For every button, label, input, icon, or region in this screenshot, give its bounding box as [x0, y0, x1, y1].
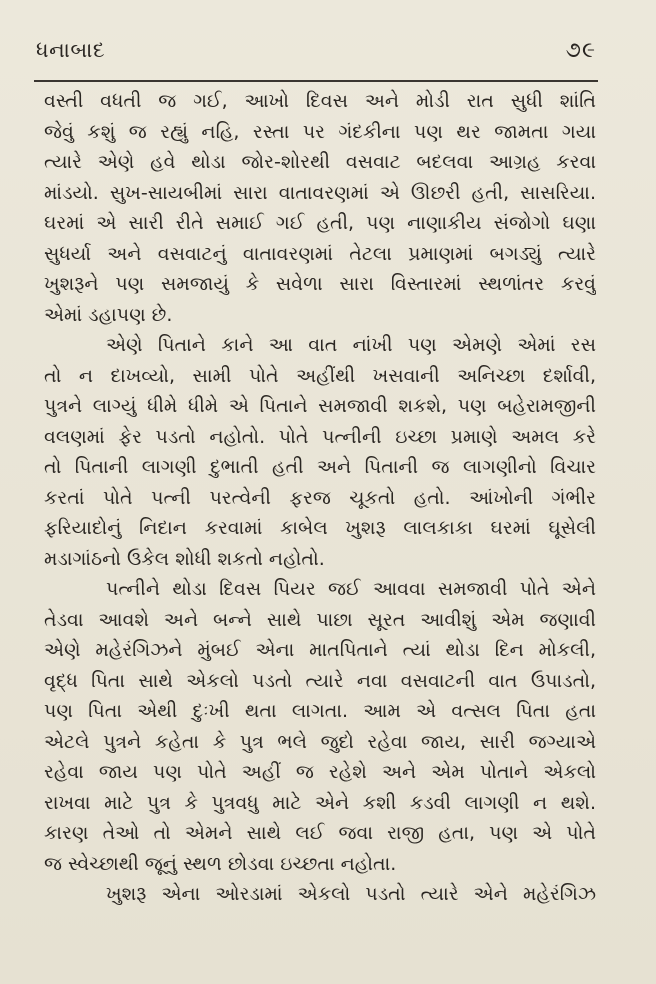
text-line: ખુશરૂને પણ સમજાયું કે સવેળા સારા વિસ્તારમાં સ્થળાંતર કરવું [44, 273, 596, 295]
text-line: એમાં ડહાપણ છે. [44, 303, 173, 326]
text-line: વલણમાં ફેર પડતો નહોતો. પોતે પત્નીની ઇચ્છા પ્રમાણે અમલ કરે [44, 425, 596, 448]
text-line: કરતાં પોતે પત્ની પરત્વેની ફરજ ચૂકતો હતો. આંખોની ગંભીર [44, 486, 596, 509]
text-line: જેવું કશું જ રહ્યું નહિ, રસ્તા પર ગંદકીના પણ થર જામતા ગયા [44, 120, 596, 143]
page-header [36, 38, 596, 63]
text-line: જ સ્વેચ્છાથી જૂનું સ્થળ છોડવા ઇચ્છતા નહોતા. [44, 852, 397, 875]
running-head: ધનાબાદ [36, 38, 106, 62]
paragraph [44, 574, 596, 879]
text-line: ઘરમાં એ સારી રીતે સમાઈ ગઈ હતી, પણ નાણાકીય સંજોગો ઘણા [44, 212, 596, 234]
text-line: વસ્તી વધતી જ ગઈ, આખો દિવસ અને મોડી રાત સુધી શાંતિ [44, 90, 596, 112]
text-line: ખુશરૂ એના ઓરડામાં એકલો પડતો ત્યારે એને મહેરંગિઝ [106, 883, 596, 905]
text-line: તેડવા આવશે અને બન્ને સાથે પાછા સૂરત આવીશું એમ જણાવી [44, 608, 596, 631]
text-line: એટલે પુત્રને કહેતા કે પુત્ર ભલે જુદો રહેવા જાય, સારી જગ્યાએ [44, 730, 596, 753]
paragraph [44, 879, 596, 910]
text-line: માંડયો. સુખ-સાયબીમાં સારા વાતાવરણમાં એ ઊછરી હતી, સાસરિયા. [44, 181, 596, 204]
page-number: ૭૯ [565, 38, 596, 63]
text-line: પુત્રને લાગ્યું ધીમે ધીમે એ પિતાને સમજાવી શકશે, પણ બહેરામજીની [44, 395, 596, 417]
text-line: કારણ તેઓ તો એમને સાથે લઈ જવા રાજી હતા, પણ એ પોતે [44, 822, 596, 844]
text-line: ત્યારે એણે હવે થોડા જોર-શોરથી વસવાટ બદલવા આગ્રહ કરવા [44, 151, 596, 173]
text-line: એણે પિતાને કાને આ વાત નાંખી પણ એમણે એમાં રસ [106, 334, 596, 356]
text-line: પત્નીને થોડા દિવસ પિયર જઈ આવવા સમજાવી પોતે એને [106, 578, 596, 600]
header-divider [34, 80, 598, 82]
paragraph [44, 86, 596, 330]
body-text [44, 86, 596, 910]
text-line: સુધર્યા અને વસવાટનું વાતાવરણમાં તેટલા પ્રમાણમાં બગડ્યું ત્યારે [44, 242, 596, 265]
paragraph [44, 330, 596, 574]
text-line: રાખવા માટે પુત્ર કે પુત્રવધુ માટે એને કશી કડવી લાગણી ન થશે. [44, 791, 596, 814]
text-line: રહેવા જાય પણ પોતે અહીં જ રહેશે અને એમ પોતાને એકલો [44, 761, 596, 783]
text-line: ફરિયાદોનું નિદાન કરવામાં કાબેલ ખુશરૂ લાલકાકા ઘરમાં ઘૂસેલી [44, 517, 596, 539]
text-line: મડાગાંઠનો ઉકેલ શોધી શકતો નહોતો. [44, 547, 325, 570]
text-line: વૃદ્ધ પિતા સાથે એકલો પડતો ત્યારે નવા વસવાટની વાત ઉપાડતો, [44, 669, 596, 692]
text-line: તો ન દાખવ્યો, સામી પોતે અહીંથી ખસવાની અનિચ્છા દર્શાવી, [44, 364, 596, 387]
text-line: તો પિતાની લાગણી દુભાતી હતી અને પિતાની જ લાગણીનો વિચાર [44, 456, 596, 478]
text-line: પણ પિતા એથી દુઃખી થતા લાગતા. આમ એ વત્સલ પિતા હતા [44, 700, 596, 722]
text-line: એણે મહેરંગિઝને મુંબઈ એના માતપિતાને ત્યાં થોડા દિન મોકલી, [44, 639, 596, 661]
